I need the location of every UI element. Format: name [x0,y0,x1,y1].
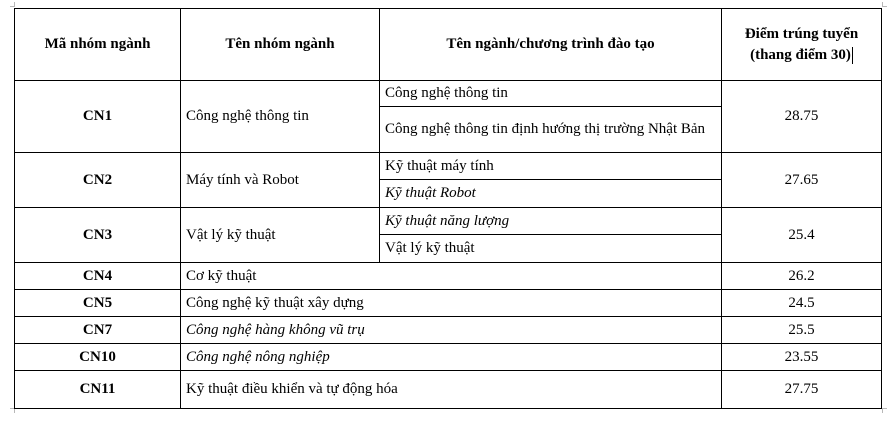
row-program: Vật lý kỹ thuật [380,235,722,263]
table-row [15,153,882,180]
row-program: Kỹ thuật Robot [380,180,722,208]
admission-score-table [14,8,882,409]
table-row [15,317,882,344]
row-code: CN1 [15,81,181,153]
row-group: Công nghệ nông nghiệp [181,344,722,371]
header-code: Mã nhóm ngành [15,9,181,81]
row-code: CN11 [15,371,181,409]
table-row [15,344,882,371]
row-program: Kỹ thuật máy tính [380,153,722,180]
row-group: Công nghệ thông tin [181,81,380,153]
text-cursor [852,47,853,64]
table-row [15,81,882,107]
row-group: Cơ kỹ thuật [181,263,722,290]
row-code: CN5 [15,290,181,317]
row-group: Công nghệ kỹ thuật xây dựng [181,290,722,317]
table-row [15,208,882,235]
header-program: Tên ngành/chương trình đào tạo [380,9,722,81]
page-corner-mark [882,2,887,7]
row-code: CN2 [15,153,181,208]
table-row [15,263,882,290]
header-score-line1: Điểm trúng tuyển [744,25,859,42]
row-code: CN10 [15,344,181,371]
row-score: 25.4 [722,208,882,263]
row-group: Kỹ thuật điều khiển và tự động hóa [181,371,722,409]
row-score: 23.55 [722,344,882,371]
row-group: Vật lý kỹ thuật [181,208,380,263]
row-code: CN4 [15,263,181,290]
row-score: 25.5 [722,317,882,344]
row-program: Công nghệ thông tin [380,81,722,107]
table-header-row [15,9,882,81]
row-group: Máy tính và Robot [181,153,380,208]
row-program: Kỹ thuật năng lượng [380,208,722,235]
row-score: 27.65 [722,153,882,208]
row-code: CN7 [15,317,181,344]
page-corner-mark [882,408,887,413]
row-program: Công nghệ thông tin định hướng thị trường Nhật Bản [380,107,722,153]
table-row [15,371,882,409]
table-row [15,290,882,317]
row-score: 28.75 [722,81,882,153]
row-group: Công nghệ hàng không vũ trụ [181,317,722,344]
row-code: CN3 [15,208,181,263]
row-score: 26.2 [722,263,882,290]
row-score: 24.5 [722,290,882,317]
header-group: Tên nhóm ngành [181,9,380,81]
header-score-line2: (thang điểm 30) [750,46,851,63]
page-corner-mark [10,2,15,7]
row-score: 27.75 [722,371,882,409]
header-score [722,9,882,81]
